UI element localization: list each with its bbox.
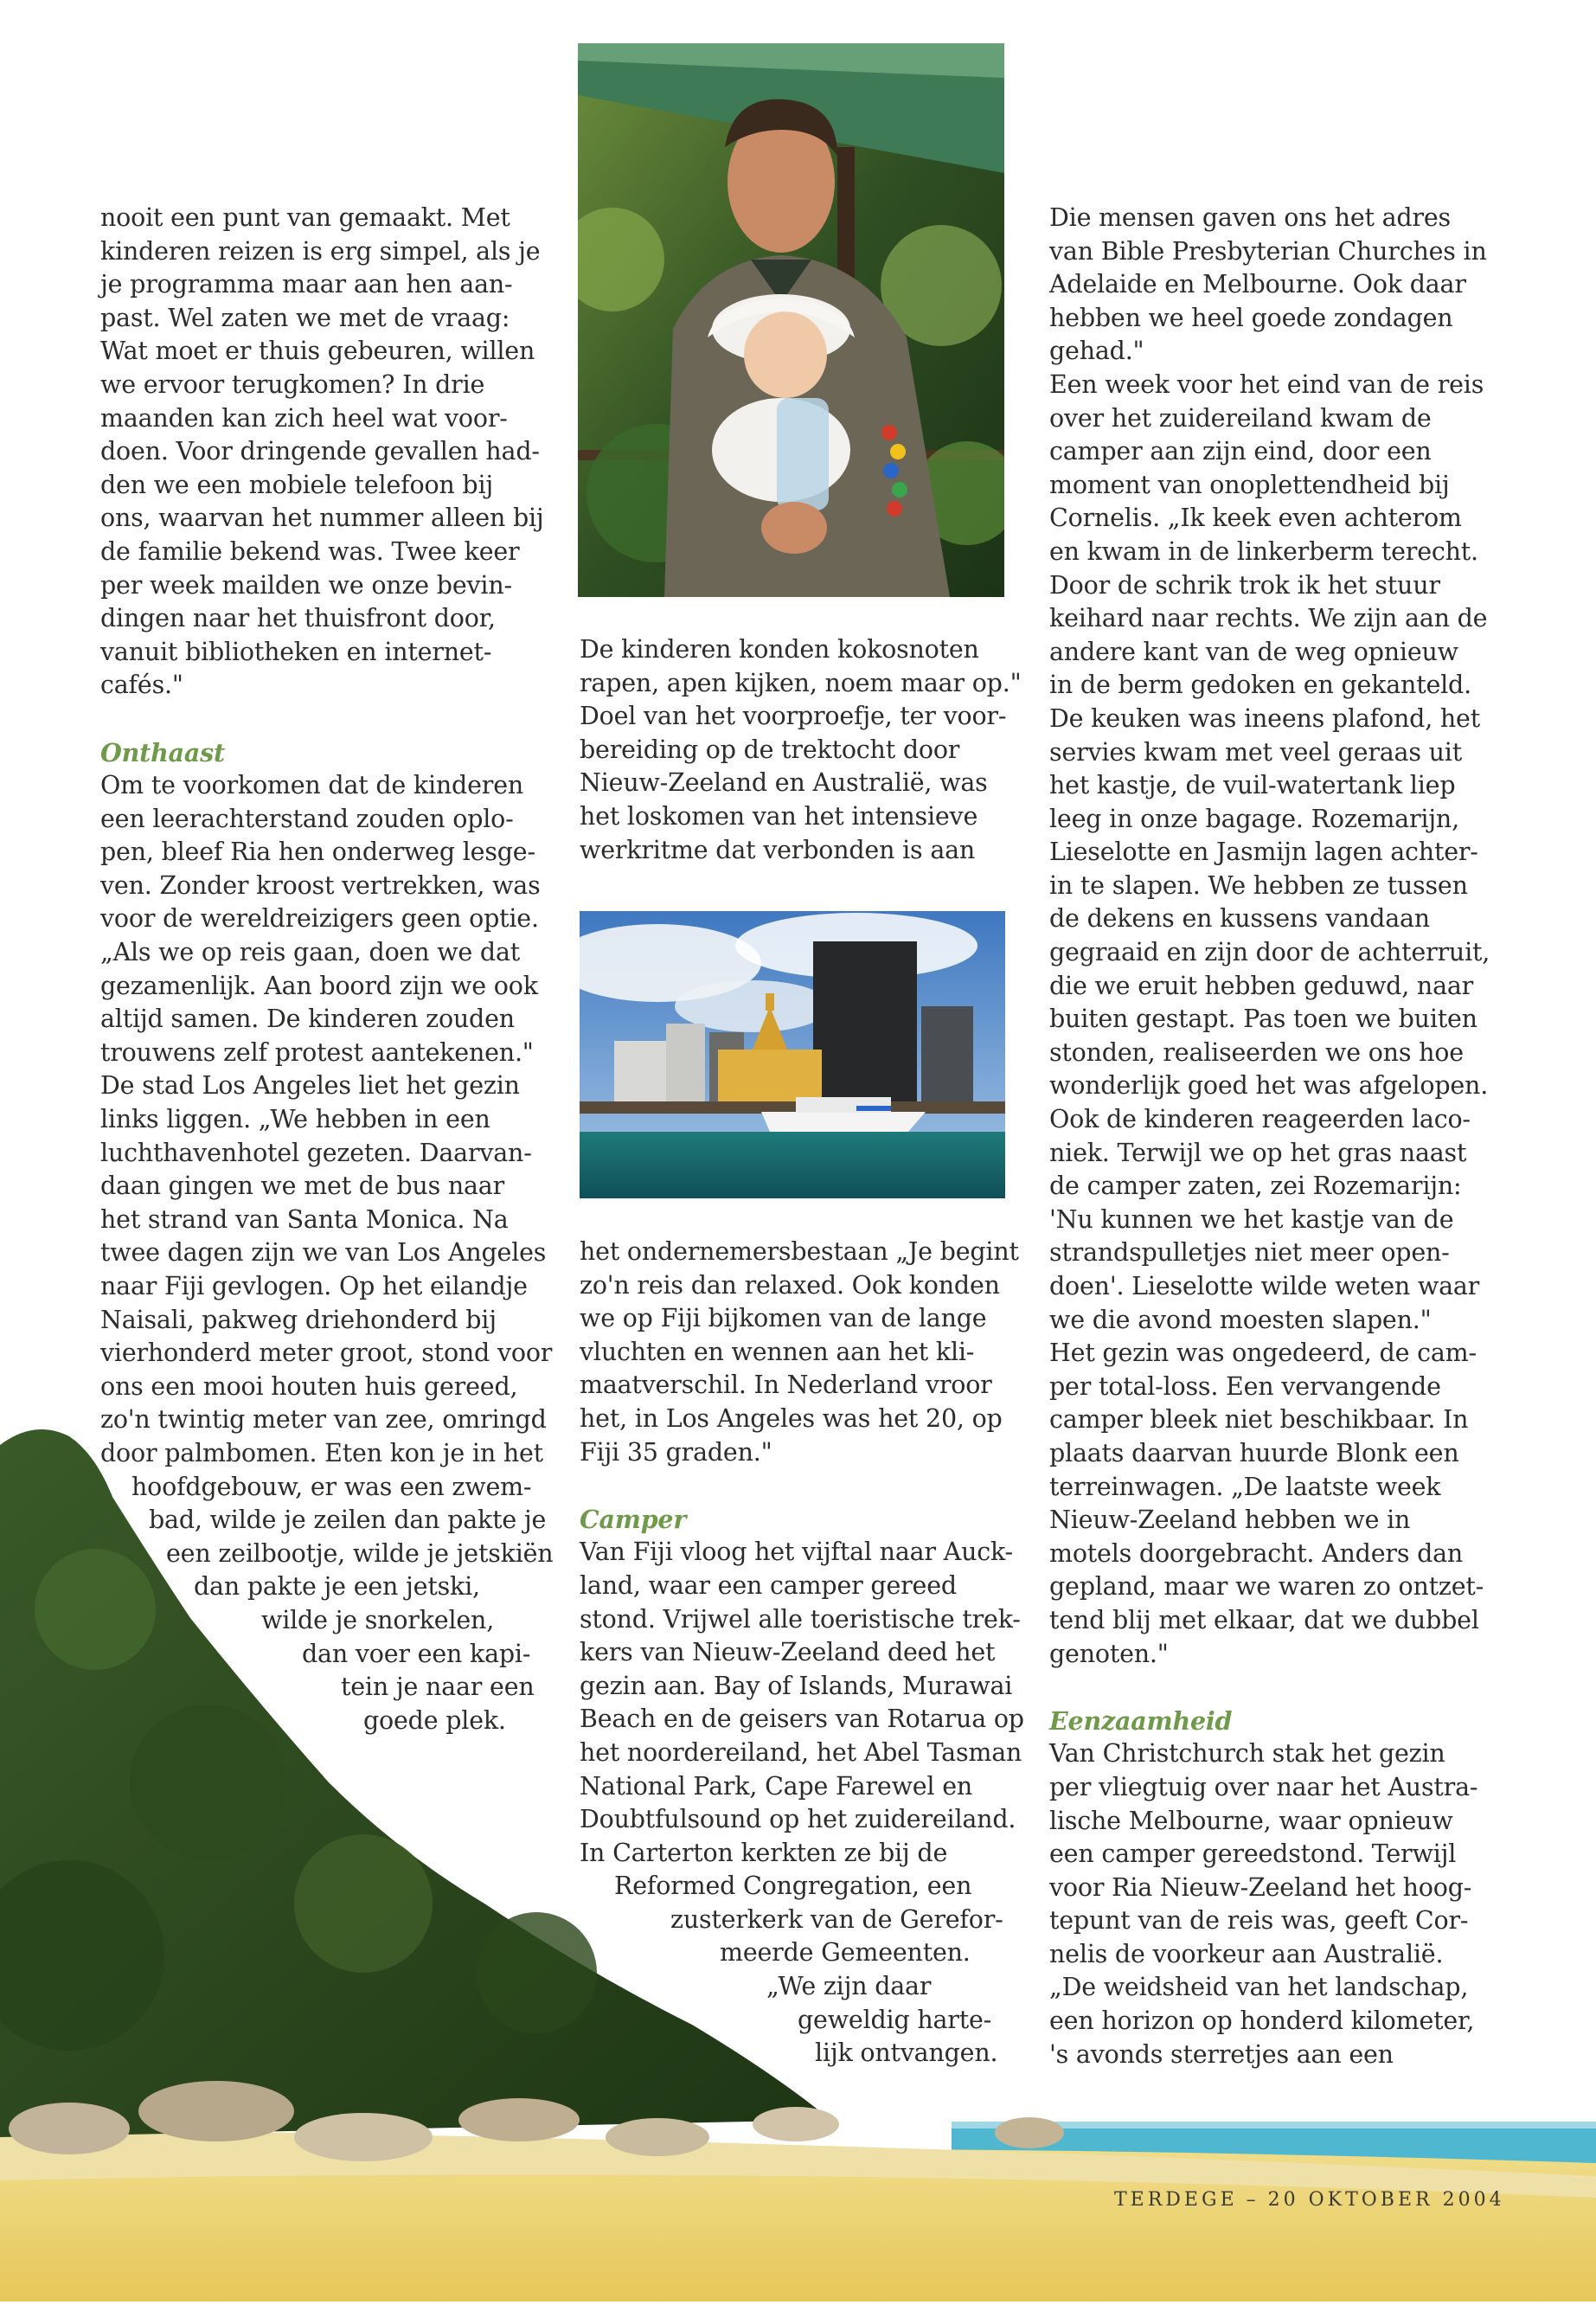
text-line: een zeilbootje, wilde je jetskiën [166, 1538, 554, 1568]
text-line: nooit een punt van gemaakt. Met [100, 203, 510, 232]
text-line: gezin aan. Bay of Islands, Murawai [580, 1671, 1013, 1700]
text-line: we ervoor terugkomen? In drie [100, 369, 485, 399]
text-line: trouwens zelf protest aantekenen." [100, 1037, 534, 1067]
text-line: andere kant van de weg opnieuw [1049, 637, 1458, 666]
text-line: het strand van Santa Monica. Na [100, 1204, 509, 1234]
text-line: cafés." [100, 671, 183, 700]
text-line: naar Fiji gevlogen. Op het eilandje [100, 1272, 528, 1300]
text-line: 's avonds sterretjes aan een [1049, 2039, 1394, 2069]
text-line: maanden kan zich heel wat voor- [100, 403, 508, 433]
text-line: kinderen reizen is erg simpel, als je [100, 236, 541, 266]
text-line: zo'n reis dan relaxed. Ook konden [580, 1270, 1000, 1300]
text-line: stonden, realiseerden we ons hoe [1049, 1037, 1464, 1067]
text-line: het loskomen van het intensieve [580, 801, 978, 831]
column-1-indented-lines [100, 1471, 554, 1738]
text-line: camper bleek niet beschikbaar. In [1049, 1405, 1469, 1435]
text-line: we die avond moesten slapen." [1049, 1305, 1432, 1334]
text-line: door palmbomen. Eten kon je in het [100, 1438, 543, 1467]
text-line: Door de schrik trok ik het stuur [1049, 570, 1440, 600]
text-line: National Park, Cape Farewel en [580, 1771, 973, 1801]
text-line: den we een mobiele telefoon bij [100, 470, 494, 499]
text-line: meerde Gemeenten. [720, 1938, 971, 1968]
text-line: het ondernemersbestaan „Je begint [580, 1237, 1019, 1266]
footer-separator: – [1246, 2189, 1259, 2211]
section-heading-eenzaamheid: Eenzaamheid [1049, 1705, 1233, 1736]
text-line: De kinderen konden kokosnoten [580, 635, 979, 664]
column-1 [100, 202, 554, 1737]
text-line: pen, bleef Ria hen onderweg lesge- [100, 838, 535, 867]
text-line: dan voer een kapi- [302, 1639, 531, 1668]
text-line: daan gingen we met de bus naar [100, 1172, 505, 1201]
text-line: het noordereiland, het Abel Tasman [580, 1737, 1022, 1767]
text-line: 'Nu kunnen we het kastje van de [1049, 1204, 1454, 1234]
text-line: „Als we op reis gaan, doen we dat [100, 938, 521, 967]
text-line: per total-loss. Een vervangende [1049, 1371, 1441, 1401]
text-line: tein je naar een [341, 1673, 535, 1702]
column-1-lines-before [100, 202, 550, 703]
text-line: vierhonderd meter groot, stond voor [100, 1339, 553, 1368]
text-line: hoofdgebouw, er was een zwem- [131, 1472, 532, 1501]
photo-harbour-illustration [580, 911, 1005, 1198]
text-line: Adelaide en Melbourne. Ook daar [1049, 270, 1466, 299]
text-line: ons, waarvan het nummer alleen bij [100, 504, 544, 533]
text-line: ons een mooi houten huis gereed, [100, 1371, 518, 1401]
text-line: Doel van het voorproefje, ter voor- [580, 702, 1007, 731]
text-line: geweldig harte- [798, 2005, 992, 2034]
text-line: hebben we heel goede zondagen [1049, 303, 1453, 332]
text-line: lijk ontvangen. [815, 2039, 998, 2068]
text-line: een horizon op honderd kilometer, [1049, 2006, 1475, 2036]
text-line: zusterkerk van de Gerefor- [670, 1904, 1003, 1934]
page-footer [1114, 2189, 1505, 2211]
text-line: servies kwam met veel geraas uit [1049, 737, 1462, 767]
text-line: goede plek. [363, 1705, 506, 1735]
text-line: bad, wilde je zeilen dan pakte je [149, 1506, 547, 1535]
publication-date: 20 OKTOBER 2004 [1267, 2189, 1505, 2211]
text-line: Wat moet er thuis gebeuren, willen [100, 337, 535, 366]
text-line: tepunt van de reis was, geeft Cor- [1049, 1906, 1469, 1936]
text-line: vanuit bibliotheken en internet- [100, 637, 492, 666]
text-line: Cornelis. „Ik keek even achterom [1049, 504, 1462, 533]
text-line: Van Fiji vloog het vijftal naar Auck- [580, 1538, 1013, 1567]
text-line: land, waar een camper gereed [580, 1570, 957, 1600]
text-line: een camper gereedstond. Terwijl [1049, 1840, 1457, 1869]
text-line: over het zuidereiland kwam de [1049, 403, 1432, 433]
text-line: we op Fiji bijkomen van de lange [580, 1304, 987, 1333]
text-line: Om te voorkomen dat de kinderen [100, 771, 524, 800]
text-line: gehad." [1049, 337, 1144, 366]
text-line: vluchten en wennen aan het kli- [580, 1337, 975, 1366]
text-line: voor de wereldreizigers geen optie. [100, 904, 539, 934]
text-line: Ook de kinderen reageerden laco- [1049, 1105, 1471, 1134]
column-3 [1049, 202, 1499, 2071]
text-line: per vliegtuig over naar het Austra- [1049, 1772, 1478, 1801]
text-line: kers van Nieuw-Zeeland deed het [580, 1638, 996, 1667]
text-line: terreinwagen. „De laatste week [1049, 1472, 1441, 1501]
text-line: twee dagen zijn we van Los Angeles [100, 1238, 547, 1268]
text-line: camper aan zijn eind, door een [1049, 437, 1432, 466]
text-line: Doubtfulsound op het zuidereiland. [580, 1805, 1016, 1834]
text-line: wilde je snorkelen, [261, 1605, 495, 1634]
text-line: genoten." [1049, 1639, 1169, 1668]
text-line: „De weidsheid van het landschap, [1049, 1973, 1469, 2002]
column-2-bottom [580, 1236, 1029, 2071]
text-line: de familie bekend was. Twee keer [100, 536, 520, 566]
text-line: voor Ria Nieuw-Zeeland het hoog- [1049, 1872, 1472, 1902]
text-line: motels doorgebracht. Anders dan [1049, 1538, 1464, 1568]
text-line: in de berm gedoken en gekanteld. [1049, 671, 1471, 700]
text-line: die we eruit hebben geduwd, naar [1049, 971, 1474, 1000]
text-line: lische Melbourne, waar opnieuw [1049, 1806, 1453, 1835]
text-line: dingen naar het thuisfront door, [100, 604, 496, 633]
column-1-lines-after [100, 769, 553, 1470]
text-line: „We zijn daar [766, 1972, 932, 2001]
text-line: gezamenlijk. Aan boord zijn we ook [100, 971, 538, 1000]
text-line: rapen, apen kijken, noem maar op." [580, 668, 1022, 697]
text-line: De stad Los Angeles liet het gezin [100, 1071, 520, 1101]
text-line: strandspulletjes niet meer open- [1049, 1238, 1450, 1268]
section-heading-camper: Camper [580, 1504, 687, 1534]
text-line: nelis de voorkeur aan Australië. [1049, 1939, 1444, 1968]
text-line: tend blij met elkaar, dat we dubbel [1049, 1605, 1479, 1634]
text-line: doen. Voor dringende gevallen had- [100, 437, 540, 466]
text-line: een leerachterstand zouden oplo- [100, 804, 514, 833]
text-line: Beach en de geisers van Rotarua op [580, 1705, 1024, 1734]
text-line: leeg in onze bagage. Rozemarijn, [1049, 804, 1459, 833]
text-line: en kwam in de linkerberm terecht. [1049, 536, 1478, 566]
text-line: past. Wel zaten we met de vraag: [100, 303, 510, 332]
text-line: Reformed Congregation, een [614, 1872, 972, 1901]
text-line: Naisali, pakweg driehonderd bij [100, 1305, 497, 1334]
photo-father-with-baby [578, 43, 1004, 597]
column-2-top [580, 633, 1021, 867]
text-line: Nieuw-Zeeland hebben we in [1049, 1506, 1411, 1535]
text-line: gepland, maar we waren zo ontzet- [1049, 1572, 1484, 1602]
text-line: Nieuw-Zeeland en Australië, was [580, 768, 988, 798]
text-line: zo'n twintig meter van zee, omringd [100, 1405, 547, 1435]
text-line: werkritme dat verbonden is aan [580, 835, 976, 864]
photo-father-illustration [578, 43, 1004, 597]
text-line: links liggen. „We hebben in een [100, 1105, 490, 1134]
text-line: dan pakte je een jetski, [194, 1572, 480, 1602]
section-heading-onthaast: Onthaast [100, 737, 225, 767]
text-line: In Carterton kerkten ze bij de [580, 1838, 948, 1867]
text-line: keihard naar rechts. We zijn aan de [1049, 604, 1488, 633]
text-line: Lieselotte en Jasmijn lagen achter- [1049, 838, 1478, 867]
text-line: Van Christchurch stak het gezin [1049, 1739, 1445, 1769]
text-line: de camper zaten, zei Rozemarijn: [1049, 1172, 1462, 1201]
text-line: ven. Zonder kroost vertrekken, was [100, 870, 541, 900]
text-line: in te slapen. We hebben ze tussen [1049, 870, 1468, 900]
text-line: gegraaid en zijn door de achterruit, [1049, 938, 1490, 967]
text-line: doen'. Lieselotte wilde weten waar [1049, 1272, 1480, 1300]
text-line: maatverschil. In Nederland vroor [580, 1371, 992, 1400]
text-line: Het gezin was ongedeerd, de cam- [1049, 1339, 1477, 1368]
publication-name: TERDEGE [1114, 2189, 1238, 2211]
text-line: plaats daarvan huurde Blonk een [1049, 1438, 1459, 1467]
text-line: per week mailden we onze bevin- [100, 570, 512, 600]
text-line: luchthavenhotel gezeten. Daarvan- [100, 1138, 532, 1167]
text-line: het, in Los Angeles was het 20, op [580, 1403, 1003, 1433]
text-line: Die mensen gaven ons het adres [1049, 203, 1451, 232]
text-line: van Bible Presbyterian Churches in [1049, 236, 1487, 266]
text-line: Een week voor het eind van de reis [1049, 369, 1484, 399]
text-line: niek. Terwijl we op het gras naast [1049, 1138, 1467, 1167]
text-line: het kastje, de vuil-watertank liep [1049, 771, 1456, 800]
text-line: altijd samen. De kinderen zouden [100, 1005, 515, 1034]
text-line: De keuken was ineens plafond, het [1049, 703, 1480, 733]
text-line: bereiding op de trektocht door [580, 735, 960, 764]
text-line: stond. Vrijwel alle toeristische trek- [580, 1604, 1021, 1634]
text-line: wonderlijk goed het was afgelopen. [1049, 1071, 1489, 1101]
photo-auckland-harbour [580, 911, 1005, 1198]
text-line: de dekens en kussens vandaan [1049, 904, 1430, 934]
text-line: je programma maar aan hen aan- [100, 270, 513, 299]
text-line: moment van onoplettendheid bij [1049, 470, 1450, 499]
text-line: buiten gestapt. Pas toen we buiten [1049, 1005, 1477, 1034]
text-line: Fiji 35 graden." [580, 1437, 772, 1467]
